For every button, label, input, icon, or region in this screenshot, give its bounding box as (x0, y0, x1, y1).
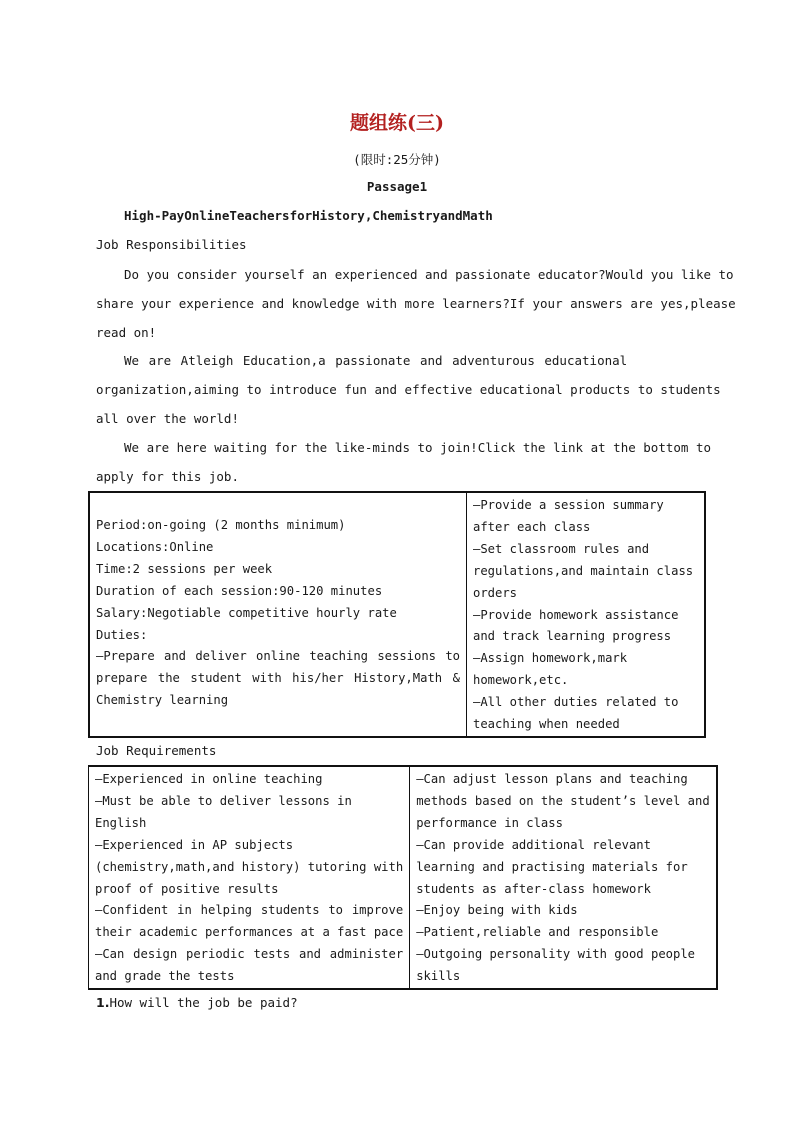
duty-line: —Set classroom rules and (473, 541, 650, 556)
duty-line: —Provide homework assistance (473, 607, 679, 622)
requirement-line: —Experienced in AP subjects (95, 837, 294, 852)
requirement-line: (chemistry,math,and history) tutoring with (95, 859, 404, 874)
duty-line: —All other duties related to (473, 695, 679, 710)
job-details-table (88, 491, 706, 738)
duty-line: regulations,and maintain class (473, 563, 694, 578)
detail-line: prepare the student with his/her History,Math & (96, 671, 460, 686)
requirement-line: their academic performances at a fast pace (95, 925, 404, 940)
duty-line: —Assign homework,mark (473, 651, 628, 666)
detail-line: Locations:Online (96, 539, 214, 554)
duty-line: after each class (473, 519, 591, 534)
section-label-responsibilities: Job Responsibilities (96, 237, 247, 252)
passage-label: Passage1 (366, 179, 428, 194)
paragraph-line: read on! (96, 325, 157, 340)
time-limit: (限时:25分钟) (353, 152, 441, 167)
detail-line: Chemistry learning (96, 693, 229, 708)
requirement-line: —Outgoing personality with good people (416, 947, 696, 962)
job-requirements-table (88, 765, 718, 990)
requirement-line: —Experienced in online teaching (95, 772, 323, 786)
requirements-left-cell (89, 766, 410, 989)
requirement-line: —Can design periodic tests and administer (95, 947, 404, 962)
requirement-line: methods based on the student’s level and (416, 793, 710, 808)
question-1 (96, 995, 298, 1010)
job-details-left-cell (89, 492, 467, 737)
paragraph-line: We are Atleigh Education,a passionate and adventurous educational (124, 353, 628, 368)
job-details-right-cell (467, 492, 706, 737)
paragraph-line: organization,aiming to introduce fun and effective educational products to students (96, 382, 721, 397)
duty-line: —Provide a session summary (473, 498, 664, 512)
detail-line: Time:2 sessions per week (96, 561, 273, 576)
duty-line: homework,etc. (473, 673, 569, 688)
requirements-right-cell (410, 766, 717, 989)
requirement-line: —Can provide additional relevant (416, 837, 651, 852)
requirement-line: —Can adjust lesson plans and teaching (416, 772, 688, 786)
detail-line: Salary:Negotiable competitive hourly rate (96, 605, 397, 620)
question-text: How will the job be paid? (109, 995, 298, 1010)
paragraph-line: We are here waiting for the like-minds to join!Click the link at the bottom to (124, 440, 711, 455)
requirement-line: and grade the tests (95, 969, 235, 984)
page-title: 题组练(三) (350, 112, 444, 134)
paragraph-line: apply for this job. (96, 469, 239, 484)
duty-line: teaching when needed (473, 717, 620, 732)
paragraph-3 (96, 433, 711, 491)
requirement-line: —Confident in helping students to improve (95, 903, 404, 918)
detail-line: Duration of each session:90-120 minutes (96, 583, 383, 598)
requirement-line: —Enjoy being with kids (416, 903, 578, 918)
question-number: 1. (96, 995, 110, 1010)
passage-headline: High-PayOnlineTeachersforHistory,ChemistryandMath (124, 208, 493, 223)
requirement-line: proof of positive results (95, 881, 279, 896)
duty-line: orders (473, 585, 518, 600)
detail-line: Period:on-going (2 months minimum) (96, 518, 346, 532)
paragraph-2 (96, 346, 721, 433)
detail-line: —Prepare and deliver online teaching sessions to (96, 649, 460, 664)
duty-line: and track learning progress (473, 629, 672, 644)
paragraph-line: all over the world! (96, 411, 239, 426)
requirement-line: performance in class (416, 815, 563, 830)
requirement-line: —Patient,reliable and responsible (416, 925, 659, 940)
section-label-requirements: Job Requirements (96, 743, 217, 758)
requirement-line: skills (416, 969, 461, 984)
paragraph-line: Do you consider yourself an experienced and passionate educator?Would you like to (124, 267, 734, 282)
paragraph-line: share your experience and knowledge with more learners?If your answers are yes,please (96, 296, 736, 311)
requirement-line: students as after-class homework (416, 881, 651, 896)
requirement-line: learning and practising materials for (416, 859, 688, 874)
requirement-line: —Must be able to deliver lessons in (95, 793, 352, 808)
paragraph-1 (96, 260, 736, 347)
detail-line: Duties: (96, 627, 148, 642)
requirement-line: English (95, 815, 147, 830)
